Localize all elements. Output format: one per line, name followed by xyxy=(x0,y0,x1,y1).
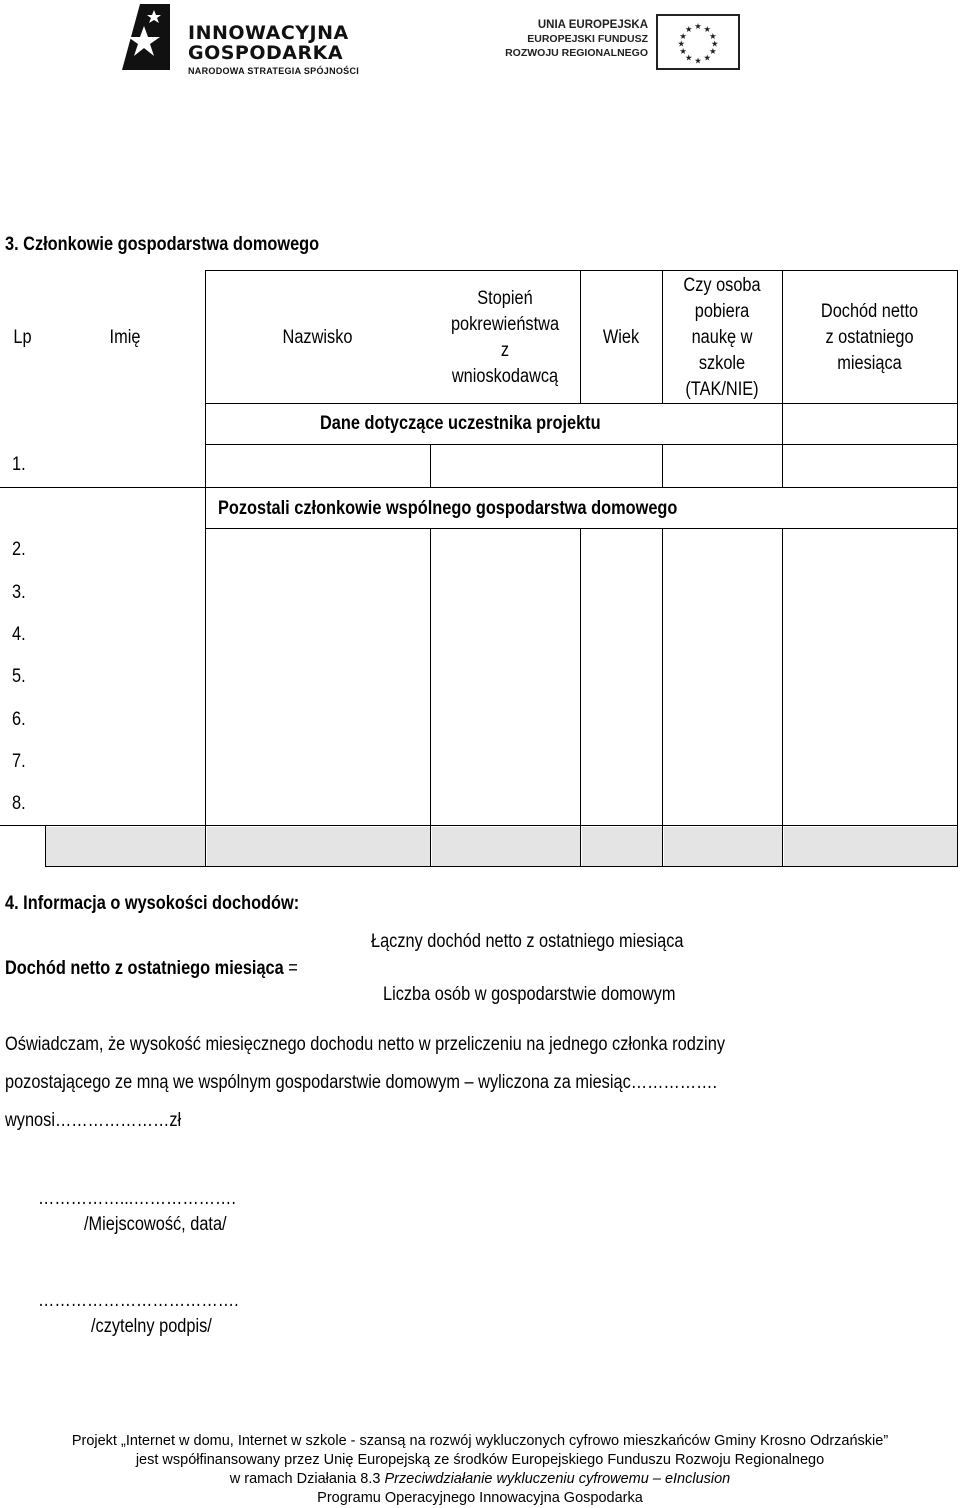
svg-text:★: ★ xyxy=(709,46,717,57)
row-number-4: 4. xyxy=(12,624,26,645)
svg-text:★: ★ xyxy=(710,38,719,49)
signature-label: /czytelny podpis/ xyxy=(91,1316,212,1337)
signature-field[interactable]: ………………………………. xyxy=(38,1290,239,1311)
table-rule xyxy=(205,528,958,529)
table-rule xyxy=(205,270,958,271)
col-header-stopien-l2: pokrewieństwa xyxy=(450,314,560,335)
table-rule xyxy=(430,444,431,488)
declaration-line-2: pozostającego ze mną we wspólnym gospodarstwie domowym – wyliczona za miesiąc……………. xyxy=(5,1072,717,1093)
col-header-stopien xyxy=(441,286,570,390)
table-rule xyxy=(0,487,958,488)
table-rule xyxy=(662,270,663,404)
table-footer-cell-wiek xyxy=(582,827,662,866)
col-header-dochod-l1: Dochód netto xyxy=(820,301,919,322)
row-number-3: 3. xyxy=(12,582,26,603)
col-header-stopien-l4: wnioskodawcą xyxy=(451,366,559,387)
col-header-lp: Lp xyxy=(13,327,32,348)
table-footer-cell-dochod xyxy=(784,827,957,866)
table-rule xyxy=(580,270,581,404)
place-date-field[interactable]: ……………...………………. xyxy=(38,1188,236,1209)
row-number-8: 8. xyxy=(12,793,26,814)
svg-text:★: ★ xyxy=(679,46,687,57)
col-header-stopien-l3: z xyxy=(500,340,510,361)
svg-text:★: ★ xyxy=(709,31,717,42)
svg-text:★: ★ xyxy=(703,52,712,63)
col-header-nazwisko: Nazwisko xyxy=(282,327,353,348)
ig-logo-line2: GOSPODARKA xyxy=(188,42,344,64)
footer-line-3-a: w ramach Działania 8.3 xyxy=(229,1471,385,1487)
col-header-nauka-l2: pobiera xyxy=(694,301,750,322)
col-header-nauka-l5: (TAK/NIE) xyxy=(685,379,759,400)
row-number-1: 1. xyxy=(12,454,26,475)
svg-text:★: ★ xyxy=(694,21,702,31)
col-header-stopien-l1: Stopień xyxy=(477,288,533,309)
table-rule xyxy=(662,444,663,488)
formula-lhs-label: Dochód netto z ostatniego miesiąca xyxy=(5,958,284,979)
table-rule xyxy=(205,403,958,404)
footer-line-3 xyxy=(0,1470,960,1489)
svg-text:★: ★ xyxy=(677,38,686,49)
footer-line-3-b: Przeciwdziałanie wykluczeniu cyfrowemu – eInclusion xyxy=(384,1471,731,1487)
table-rule xyxy=(45,866,958,867)
svg-text:★: ★ xyxy=(703,23,712,34)
place-date-label: /Miejscowość, data/ xyxy=(84,1214,227,1235)
col-header-imie: Imię xyxy=(109,327,141,348)
row-number-7: 7. xyxy=(12,751,26,772)
footer-line-2: jest współfinansowany przez Unię Europejską ze środków Europejskiego Funduszu Rozwoju Regionalnego xyxy=(135,1452,825,1468)
ig-logo-line1: INNOWACYJNA xyxy=(188,22,349,44)
svg-text:★: ★ xyxy=(694,55,702,66)
eu-logo-line1: UNIA EUROPEJSKA xyxy=(537,19,648,31)
table-rule xyxy=(782,528,783,867)
formula-lhs xyxy=(5,958,298,980)
formula-numerator: Łączny dochód netto z ostatniego miesiąca xyxy=(371,931,684,952)
row-number-5: 5. xyxy=(12,666,26,687)
eu-logo-line3: ROZWOJU REGIONALNEGO xyxy=(505,47,648,59)
eu-logo-line2: EUROPEJSKI FUNDUSZ xyxy=(527,33,648,45)
table-rule xyxy=(580,528,581,867)
table-rule xyxy=(205,444,958,445)
svg-text:★: ★ xyxy=(684,52,693,63)
table-footer-cell-imie xyxy=(45,827,205,866)
page-footer xyxy=(0,1432,960,1508)
col-header-nauka-l1: Czy osoba xyxy=(683,275,761,296)
table-rule xyxy=(205,270,206,867)
table-footer-cell-nauka xyxy=(664,827,782,866)
participant-band-label: Dane dotyczące uczestnika projektu xyxy=(320,413,601,434)
col-header-wiek: Wiek xyxy=(602,327,640,348)
row-number-2: 2. xyxy=(12,539,26,560)
table-rule xyxy=(0,825,958,826)
col-header-dochod xyxy=(794,299,945,377)
col-header-nauka-l4: szkole xyxy=(698,353,746,374)
footer-line-4: Programu Operacyjnego Innowacyjna Gospodarka xyxy=(317,1490,643,1506)
col-header-dochod-l2: z ostatniego xyxy=(825,327,914,348)
footer-line-1: Projekt „Internet w domu, Internet w szkole - szansą na rozwój wykluczonych cyfrowo mieszkańców Gminy Krosno Odrzańskie” xyxy=(71,1433,889,1449)
table-rule xyxy=(662,528,663,867)
section-4-title: 4. Informacja o wysokości dochodów: xyxy=(5,893,300,914)
ig-logo-line3: NARODOWA STRATEGIA SPÓJNOŚCI xyxy=(188,66,360,76)
formula-equals: = xyxy=(283,958,298,979)
svg-text:★: ★ xyxy=(679,31,687,42)
col-header-dochod-l3: miesiąca xyxy=(837,353,902,374)
col-header-nauka xyxy=(670,273,773,403)
table-rule xyxy=(957,270,958,867)
formula-denominator: Liczba osób w gospodarstwie domowym xyxy=(383,984,676,1005)
col-header-nauka-l3: naukę w xyxy=(691,327,753,348)
declaration-line-1: Oświadczam, że wysokość miesięcznego dochodu netto w przeliczeniu na jednego członka rodziny xyxy=(5,1034,726,1055)
table-footer-cell-stopien xyxy=(432,827,580,866)
table-rule xyxy=(782,270,783,488)
svg-text:★: ★ xyxy=(684,23,693,34)
table-rule xyxy=(430,528,431,867)
declaration-line-3: wynosi…………………zł xyxy=(5,1110,182,1131)
table-footer-cell-nazwisko xyxy=(207,827,430,866)
table-rule xyxy=(45,825,46,867)
others-band-label: Pozostali członkowie wspólnego gospodarstwa domowego xyxy=(218,498,678,519)
row-number-6: 6. xyxy=(12,709,26,730)
section-3-title: 3. Członkowie gospodarstwa domowego xyxy=(5,234,320,255)
